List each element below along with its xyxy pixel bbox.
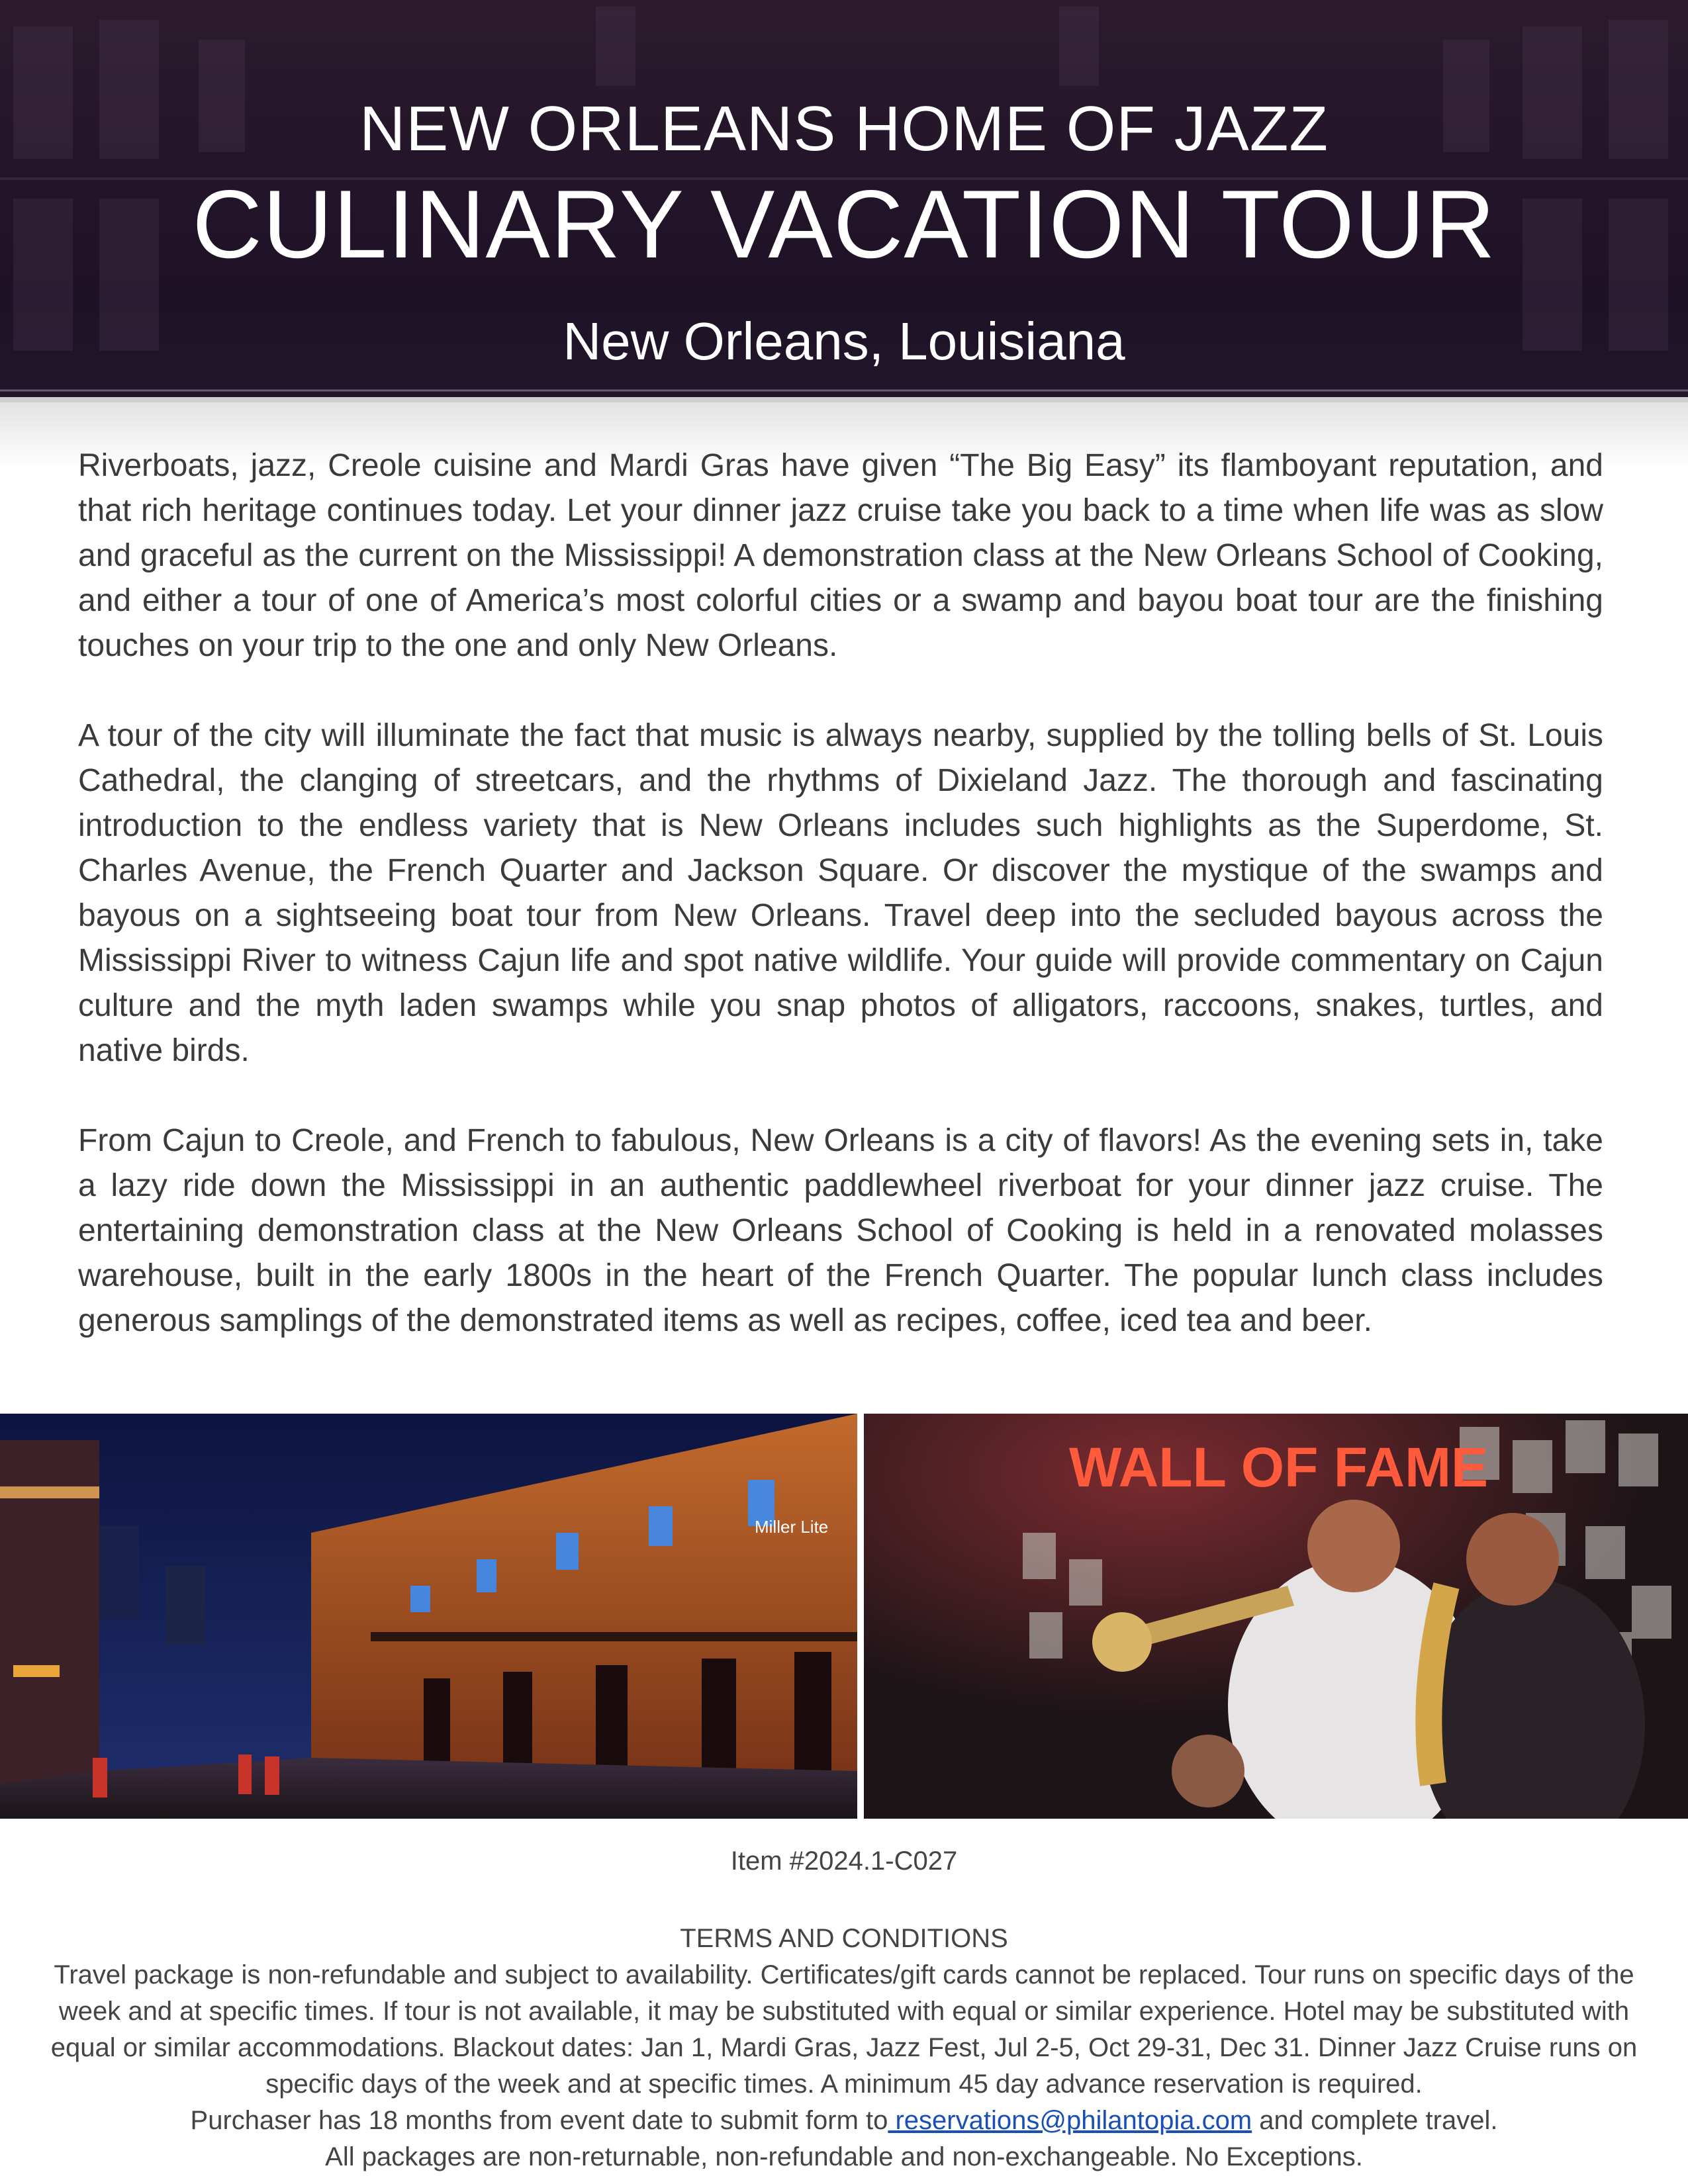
terms-heading: TERMS AND CONDITIONS [680,1924,1008,1953]
description-body [78,443,1603,1388]
paragraph-1: Riverboats, jazz, Creole cuisine and Mardi Gras have given “The Big Easy” its flamboyant reputation, and that rich heritage continues today. Let your dinner jazz cruise take you back to a time when life was as slow and graceful as the current on the Mississippi! A demonstration class at the New Orleans School of Cooking, and either a tour of one of America’s most colorful cities or a swamp and bayou boat tour are the finishing touches on your trip to the one and only New Orleans. [78,448,1603,663]
terms-and-conditions [40,1921,1648,2175]
title-line-2: CULINARY VACATION TOUR [192,170,1496,278]
paragraph-2: A tour of the city will illuminate the fact that music is always nearby, supplied by the tolling bells of St. Louis Cathedral, the clanging of streetcars, and the rhythms of Dixieland Jazz. The thorough and fascinating introduction to the endless variety that is New Orleans includes such highlights as the Superdome, St. Charles Avenue, the French Quarter and Jackson Square. Or discover the mystique of the swamps and bayous on a sightseeing boat tour from New Orleans. Travel deep into the secluded bayous across the Mississippi River to witness Cajun life and spot native wildlife. Your guide will provide commentary on Cajun culture and the myth laden swamps while you snap photos of alligators, raccoons, snakes, turtles, and native birds. [78,718,1603,1068]
location-subtitle: New Orleans, Louisiana [563,312,1125,371]
neon-sign-text: Miller Lite [755,1517,829,1537]
bourbon-street-photo [0,1414,857,1819]
header-divider [0,397,1688,402]
header-banner [0,0,1688,397]
title-line-1: NEW ORLEANS HOME OF JAZZ [359,93,1329,164]
item-number: Item #2024.1-C027 [730,1846,958,1876]
reservations-email-link[interactable]: reservations@philantopia.com [888,2106,1252,2135]
paragraph-3: From Cajun to Creole, and French to fabulous, New Orleans is a city of flavors! As the evening sets in, take a lazy ride down the Mississippi in an authentic paddlewheel riverboat for your dinner jazz cruise. The entertaining demonstration class at the New Orleans School of Cooking is held in a renovated molasses warehouse, built in the early 1800s in the heart of the French Quarter. The popular lunch class includes generous samplings of the demonstrated items as well as recipes, coffee, iced tea and beer. [78,1123,1603,1338]
terms-text: Travel package is non-refundable and subject to availability. Certificates/gift cards cannot be replaced. Tour runs on specific days of the week and at specific times. If tour is not available, it may be substituted with equal or similar experience. Hotel may be substituted with equal or similar accommodations. Blackout dates: Jan 1, Mardi Gras, Jazz Fest, Jul 2-5, Oct 29-31, Dec 31. Dinner Jazz Cruise runs on specific days of the week and at specific times. A minimum 45 day advance reservation is required. [50,1960,1638,2099]
purchaser-suffix: and complete travel. [1252,2106,1498,2135]
wall-of-fame-neon: WALL OF FAME [1069,1436,1489,1498]
final-terms: All packages are non-returnable, non-refundable and non-exchangeable. No Exceptions. [325,2142,1363,2171]
purchaser-text: Purchaser has 18 months from event date to submit form to [190,2106,888,2135]
jazz-musicians-photo [864,1414,1688,1819]
